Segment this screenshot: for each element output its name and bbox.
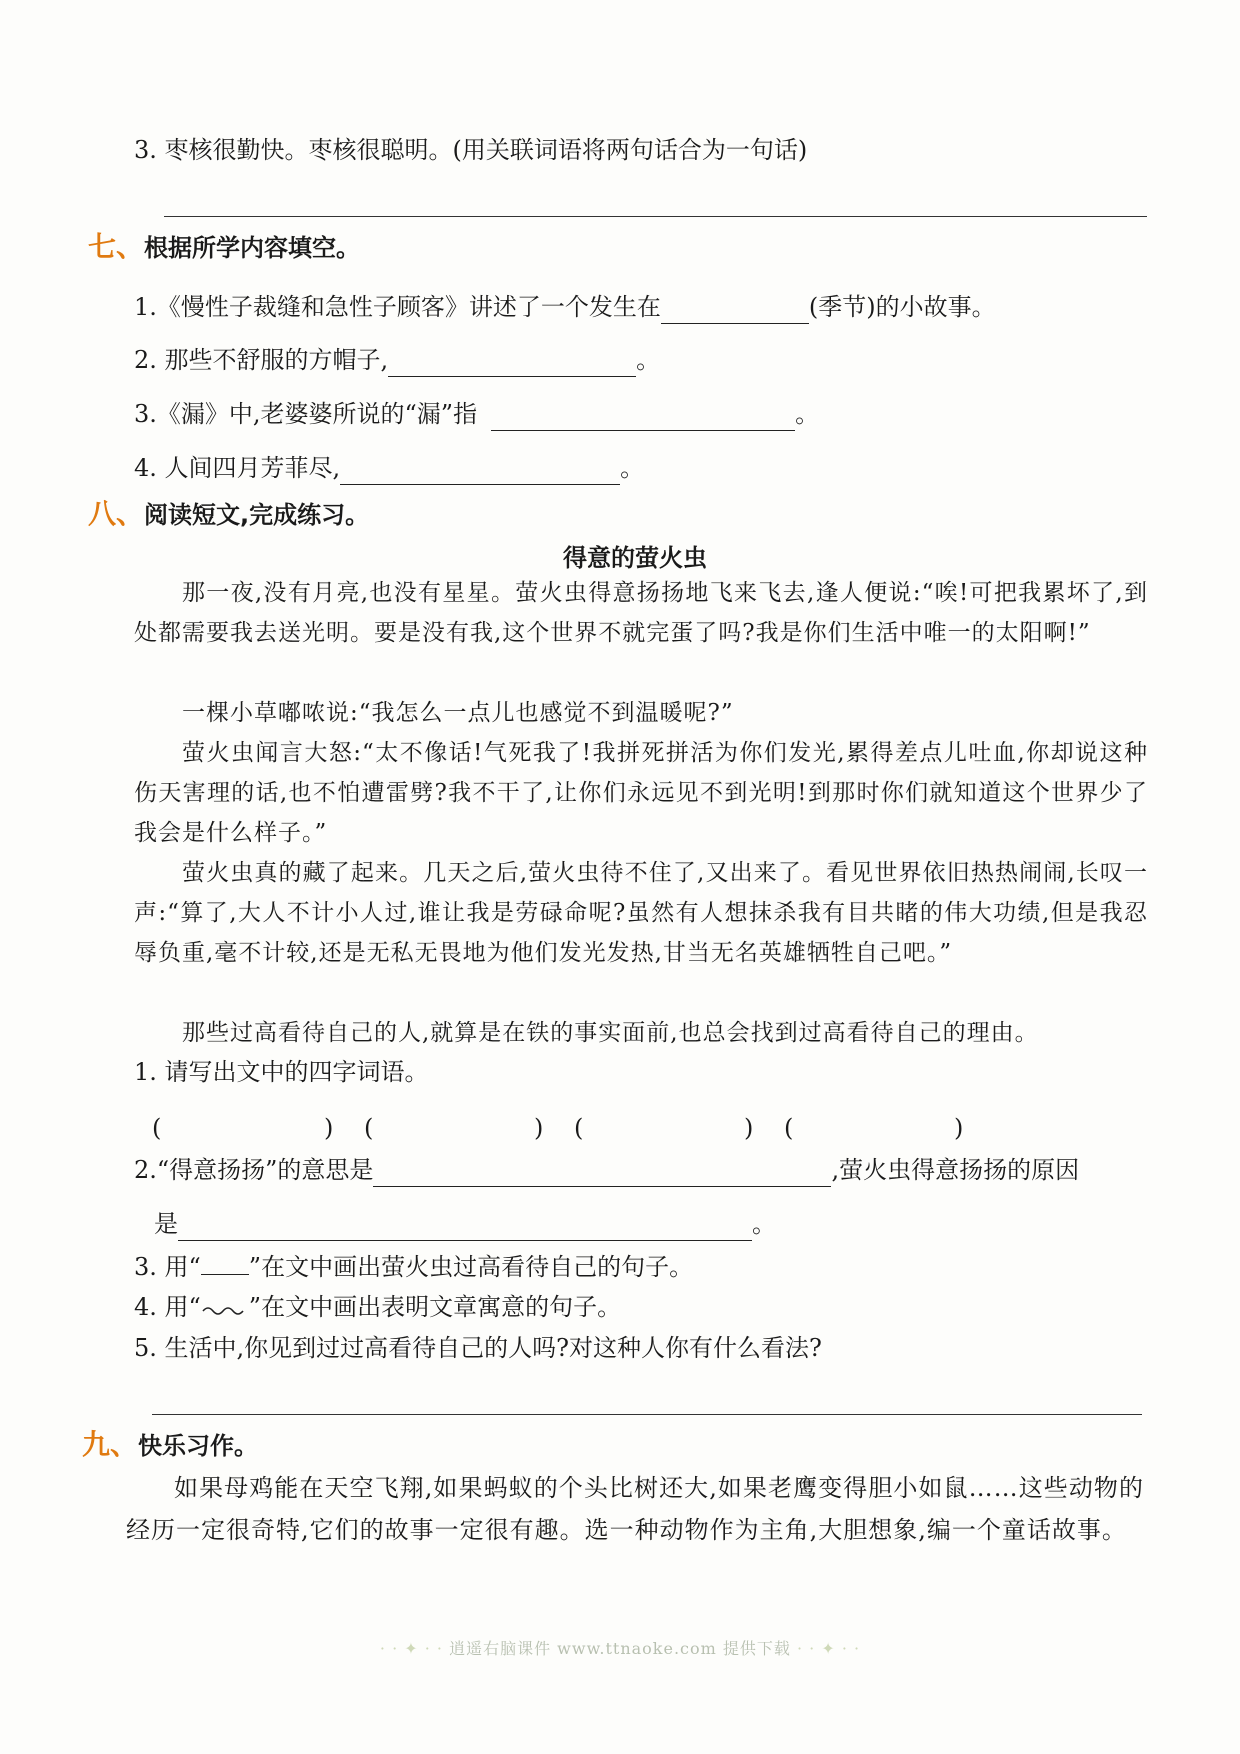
question-8-4 (134, 1290, 621, 1324)
section-number: 七、 (88, 230, 145, 263)
question-7-4 (134, 451, 644, 485)
question-text: ”在文中画出萤火虫过高看待自己的句子。 (248, 1253, 694, 1281)
question-7-3 (134, 397, 819, 431)
fill-blank[interactable] (388, 350, 636, 377)
open-paren: ( (574, 1114, 584, 1142)
story-paragraph-1: 那一夜,没有月亮,也没有星星。萤火虫得意扬扬地飞来飞去,逢人便说:“唉!可把我累坏了,到处都需要我去送光明。要是没有我,这个世界不就完蛋了吗?我是你们生活中唯一的太阳啊!” (134, 580, 1148, 646)
question-text: ”在文中画出表明文章寓意的句子。 (248, 1293, 622, 1321)
section-number: 八、 (88, 497, 145, 530)
wavy-underline-mark (201, 1297, 249, 1315)
question-8-2-cont (154, 1207, 776, 1241)
question-text: ,萤火虫得意扬扬的原因 (831, 1156, 1080, 1184)
open-paren: ( (364, 1114, 374, 1142)
question-text: 2.“得意扬扬”的意思是 (134, 1156, 374, 1184)
open-paren: ( (784, 1114, 794, 1142)
fill-blank[interactable] (178, 1214, 752, 1241)
section-number: 九、 (82, 1428, 139, 1461)
question-text: 。 (795, 400, 820, 428)
fill-blank[interactable] (373, 1160, 831, 1187)
story-paragraph-5: 那些过高看待自己的人,就算是在铁的事实面前,也总会找到过高看待自己的理由。 (182, 1020, 1039, 1046)
answer-line[interactable] (152, 1414, 1142, 1415)
question-text: 4. 人间四月芳菲尽, (134, 454, 341, 482)
section-title: 根据所学内容填空。 (144, 234, 361, 262)
question-text: 。 (636, 346, 661, 374)
question-text: 1.《慢性子裁缝和急性子顾客》讲述了一个发生在 (134, 293, 661, 321)
story-paragraph-3: 萤火虫闻言大怒:“太不像话!气死我了!我拼死拼活为你们发光,累得差点儿吐血,你却说这种伤天害理的话,也不怕遭雷劈?我不干了,让你们永远见不到光明!到那时你们就知道这个世界少了我会是什么样子。” (134, 740, 1148, 846)
fill-blank[interactable] (491, 404, 795, 431)
footer-text: 逍遥右脑课件 www.ttnaoke.com 提供下载 (449, 1639, 791, 1658)
section-title: 快乐习作。 (138, 1432, 259, 1460)
fill-blank[interactable] (661, 297, 809, 324)
question-7-1 (134, 290, 996, 324)
question-text: (季节)的小故事。 (808, 293, 996, 321)
section-7-heading (88, 230, 360, 265)
fill-blank[interactable] (340, 458, 620, 485)
question-7-2 (134, 343, 660, 377)
section-8-heading (88, 497, 369, 532)
close-paren: ) (534, 1114, 544, 1142)
question-text: 。 (752, 1210, 776, 1238)
section-9-heading (82, 1428, 258, 1463)
question-8-5: 5. 生活中,你见到过过高看待自己的人吗?对这种人你有什么看法? (134, 1334, 822, 1362)
question-8-2 (134, 1153, 1079, 1187)
close-paren: ) (744, 1114, 754, 1142)
open-paren: ( (152, 1114, 162, 1142)
answer-line[interactable] (164, 216, 1147, 217)
straight-underline-mark (201, 1254, 249, 1275)
story-paragraph-2: 一棵小草嘟哝说:“我怎么一点儿也感觉不到温暖呢?” (182, 700, 734, 726)
question-6-3: 3. 枣核很勤快。枣核很聪明。(用关联词语将两句话合为一句话) (134, 136, 808, 164)
question-text: 。 (620, 454, 645, 482)
question-text: 4. 用“ (134, 1293, 201, 1321)
question-8-1: 1. 请写出文中的四字词语。 (134, 1058, 429, 1086)
section-title: 阅读短文,完成练习。 (144, 501, 370, 529)
close-paren: ) (324, 1114, 334, 1142)
story-paragraph-4: 萤火虫真的藏了起来。几天之后,萤火虫待不住了,又出来了。看见世界依旧热热闹闹,长叹一声:“算了,大人不计小人过,谁让我是劳碌命呢?虽然有人想抹杀我有目共睹的伟大功绩,但是我忍辱负重,毫不计较,还是无私无畏地为他们发光发热,甘当无名英雄牺牲自己吧。” (134, 860, 1148, 966)
writing-prompt: 如果母鸡能在天空飞翔,如果蚂蚁的个头比树还大,如果老鹰变得胆小如鼠……这些动物的经历一定很奇特,它们的故事一定很有趣。选一种动物作为主角,大胆想象,编一个童话故事。 (126, 1474, 1144, 1544)
question-text: 是 (154, 1210, 178, 1238)
question-8-3 (134, 1250, 693, 1284)
close-paren: ) (954, 1114, 964, 1142)
question-text: 3. 用“ (134, 1253, 201, 1281)
question-text: 2. 那些不舒服的方帽子, (134, 346, 389, 374)
footer-watermark: · · ✦ · · 逍遥右脑课件 www.ttnaoke.com 提供下载 · · ✦ · · (379, 1639, 861, 1658)
story-title: 得意的萤火虫 (563, 544, 707, 572)
question-text: 3.《漏》中,老婆婆所说的“漏”指 (134, 400, 478, 428)
